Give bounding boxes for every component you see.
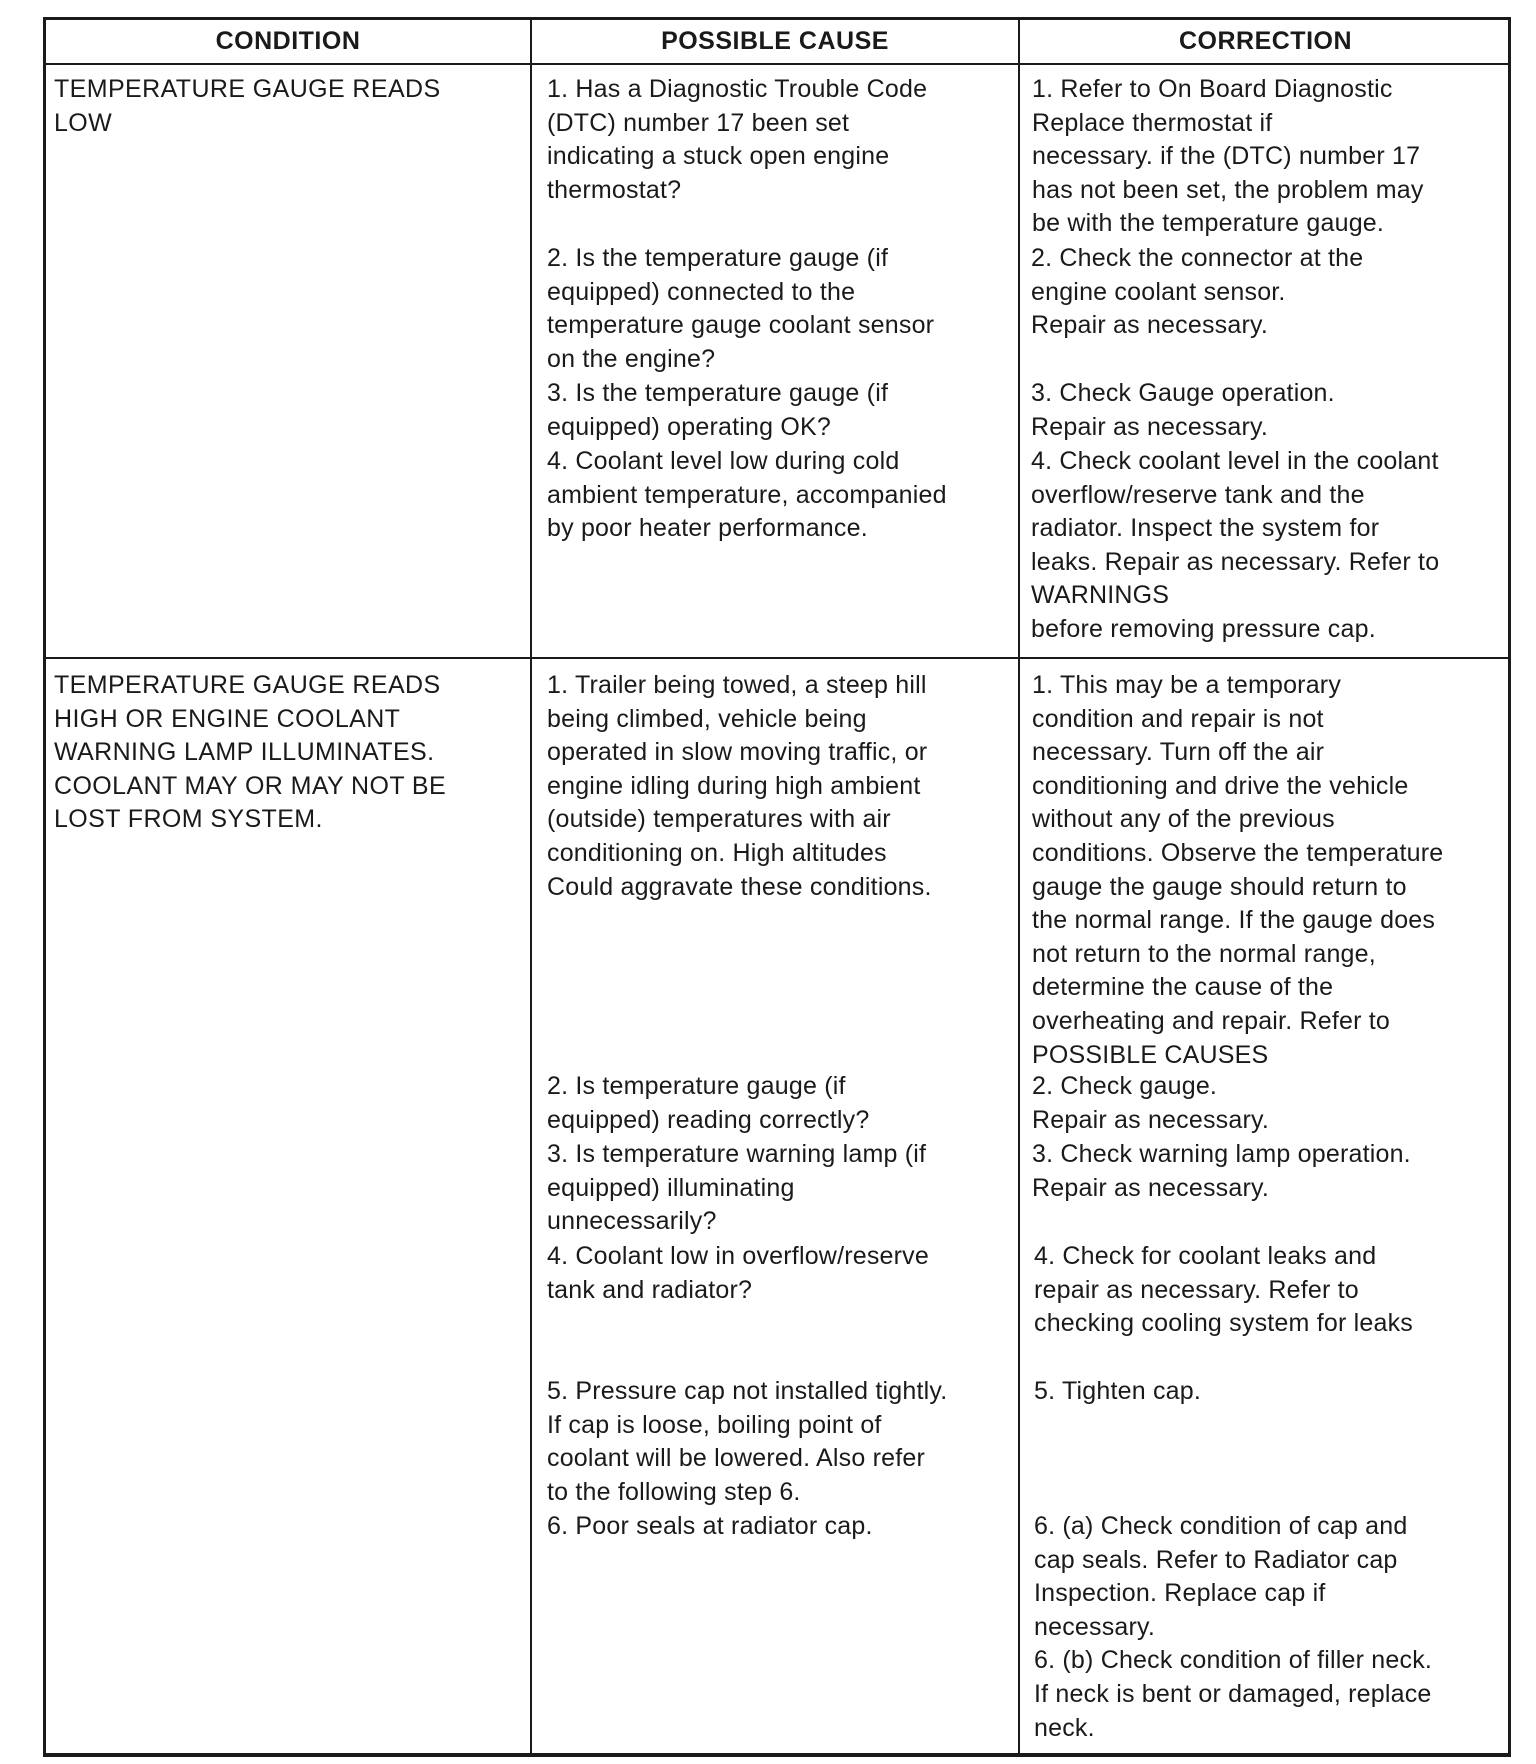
correction-item: 1. Refer to On Board Diagnostic Replace thermostat if necessary. if the (DTC) number 17 has not been set, the problem may be with the temperature gauge. xyxy=(1032,75,1424,238)
column-divider xyxy=(1018,20,1020,1753)
correction-item: 2. Check the connector at the engine coolant sensor. Repair as necessary. xyxy=(1031,244,1364,340)
row-divider xyxy=(46,657,1508,659)
cause-item: 5. Pressure cap not installed tightly. If cap is loose, boiling point of coolant will be lowered. Also refer to the following step 6. xyxy=(547,1377,948,1506)
correction-item: 4. Check coolant level in the coolant overflow/reserve tank and the radiator. Inspect the system for leaks. Repair as necessary. Refer to WARNINGS before removing pressure cap. xyxy=(1031,447,1440,643)
cause-item: 6. Poor seals at radiator cap. xyxy=(547,1512,873,1540)
correction-item: 3. Check Gauge operation. Repair as necessary. xyxy=(1031,379,1335,441)
correction-item: 4. Check for coolant leaks and repair as necessary. Refer to checking cooling system for leaks xyxy=(1034,1242,1413,1338)
cause-item: 1. Trailer being towed, a steep hill being climbed, vehicle being operated in slow moving traffic, or engine idling during high ambient (outside) temperatures with air conditioning on. High altitudes Could aggravate these conditions. xyxy=(547,671,932,901)
cause-item: 3. Is temperature warning lamp (if equipped) illuminating unnecessarily? xyxy=(547,1140,927,1236)
cause-item: 2. Is temperature gauge (if equipped) reading correctly? xyxy=(547,1072,870,1134)
condition-text: TEMPERATURE GAUGE READS HIGH OR ENGINE COOLANT WARNING LAMP ILLUMINATES. COOLANT MAY OR MAY NOT BE LOST FROM SYSTEM. xyxy=(54,671,447,834)
column-divider xyxy=(530,20,532,1753)
correction-item: 5. Tighten cap. xyxy=(1034,1377,1202,1405)
cause-item: 3. Is the temperature gauge (if equipped) operating OK? xyxy=(547,379,889,441)
correction-item: 2. Check gauge. Repair as necessary. xyxy=(1032,1072,1269,1134)
correction-item: 3. Check warning lamp operation. Repair as necessary. xyxy=(1032,1140,1411,1202)
header-possible-cause: POSSIBLE CAUSE xyxy=(661,27,889,55)
cause-item: 4. Coolant low in overflow/reserve tank and radiator? xyxy=(547,1242,929,1304)
cause-item: 4. Coolant level low during cold ambient temperature, accompanied by poor heater performance. xyxy=(547,447,947,543)
correction-item: 1. This may be a temporary condition and repair is not necessary. Turn off the air conditioning and drive the vehicle without any of the previous conditions. Observe the temperature gauge the gauge should return to the normal range. If the gauge does not return to the normal range, determine the cause of the overheating and repair. Refer to POSSIBLE CAUSES xyxy=(1032,671,1444,1069)
diagnosis-table xyxy=(43,17,1511,1757)
correction-item: 6. (a) Check condition of cap and cap seals. Refer to Radiator cap Inspection. Replace cap if necessary. 6. (b) Check condition of filler neck. If neck is bent or damaged, replace neck. xyxy=(1034,1512,1433,1742)
header-condition: CONDITION xyxy=(215,27,361,55)
header-correction: CORRECTION xyxy=(1178,27,1353,55)
header-divider xyxy=(46,63,1508,65)
cause-item: 1. Has a Diagnostic Trouble Code (DTC) number 17 been set indicating a stuck open engine thermostat? xyxy=(547,75,928,204)
cause-item: 2. Is the temperature gauge (if equipped) connected to the temperature gauge coolant sensor on the engine? xyxy=(547,244,935,373)
condition-text: TEMPERATURE GAUGE READS LOW xyxy=(54,75,441,137)
